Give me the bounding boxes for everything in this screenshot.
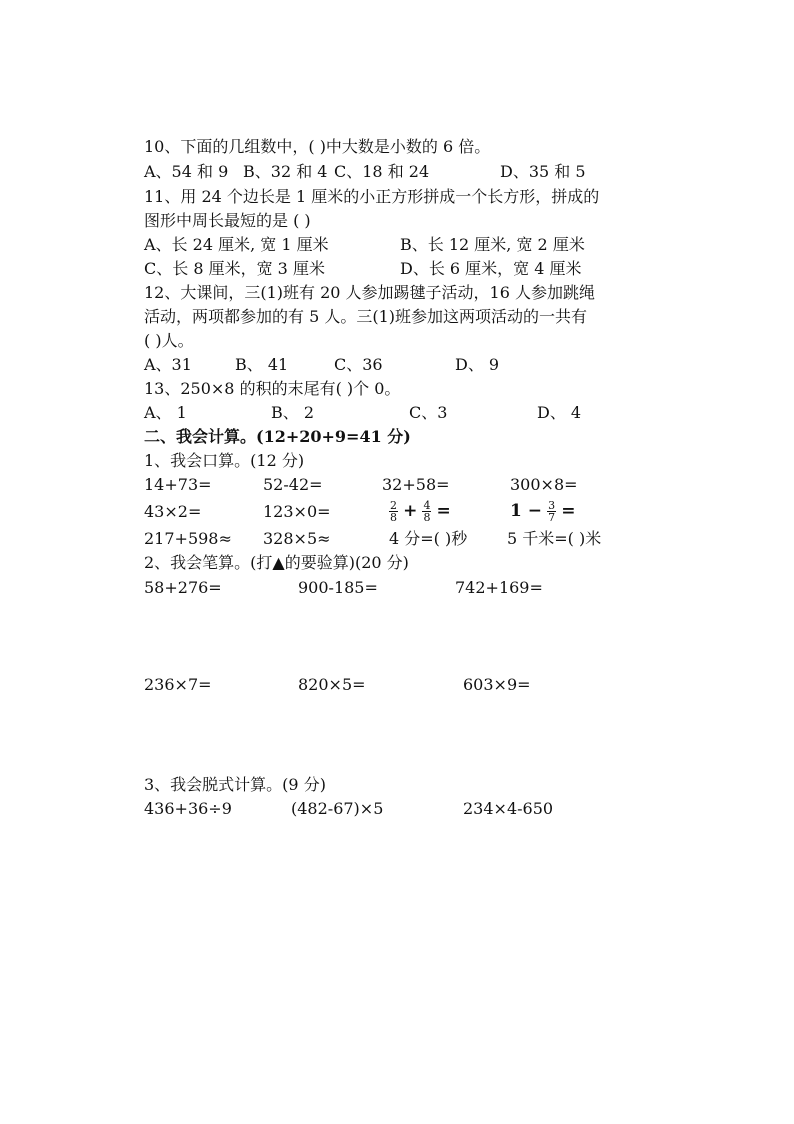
q12-stem-line3: ( )人。 bbox=[144, 331, 194, 350]
oral-calc-item: 5 千米=( )米 bbox=[507, 529, 602, 548]
q11-option-a: A、长 24 厘米, 宽 1 厘米 bbox=[144, 235, 329, 254]
q12-option-b: B、 41 bbox=[235, 355, 289, 374]
q13-option-a: A、 1 bbox=[144, 403, 187, 422]
stepwise-calc-item: 234×4-650 bbox=[463, 799, 554, 818]
oral-calc-item: 328×5≈ bbox=[263, 529, 331, 548]
q11-stem-line2: 图形中周长最短的是 ( ) bbox=[144, 211, 311, 230]
q12-option-c: C、36 bbox=[334, 355, 383, 374]
section2-heading: 二、我会计算。(12+20+9=41 分) bbox=[144, 427, 411, 446]
q13-option-d: D、 4 bbox=[537, 403, 582, 422]
q11-stem-line1: 11、用 24 个边长是 1 厘米的小正方形拼成一个长方形，拼成的 bbox=[144, 187, 600, 206]
q10-option-d: D、35 和 5 bbox=[500, 162, 586, 181]
fraction-subtraction: 1 − $\frac{3}{7}$ = bbox=[510, 499, 576, 524]
written-calc-item: 742+169= bbox=[455, 578, 543, 597]
q12-option-d: D、 9 bbox=[455, 355, 500, 374]
q12-option-a: A、31 bbox=[144, 355, 192, 374]
oral-calc-item: 43×2= bbox=[144, 502, 202, 521]
written-calc-item: 236×7= bbox=[144, 675, 212, 694]
stepwise-calc-item: 436+36÷9 bbox=[144, 799, 232, 818]
oral-calc-item: 14+73= bbox=[144, 475, 212, 494]
oral-calc-item: 300×8= bbox=[510, 475, 578, 494]
oral-calc-item: 217+598≈ bbox=[144, 529, 232, 548]
fraction-addition: $\frac{2}{8}$ + $\frac{4}{8}$ = bbox=[390, 499, 451, 524]
q12-stem-line1: 12、大课间，三(1)班有 20 人参加踢毽子活动，16 人参加跳绳 bbox=[144, 283, 596, 302]
q13-option-b: B、 2 bbox=[271, 403, 315, 422]
oral-calc-item: 52-42= bbox=[263, 475, 323, 494]
q10-option-c: C、18 和 24 bbox=[334, 162, 430, 181]
oral-calc-item: 4 分=( )秒 bbox=[389, 529, 468, 548]
q13-option-c: C、3 bbox=[409, 403, 448, 422]
q11-option-d: D、长 6 厘米，宽 4 厘米 bbox=[400, 259, 582, 278]
part1-title: 1、我会口算。(12 分) bbox=[144, 451, 305, 470]
written-calc-item: 603×9= bbox=[463, 675, 531, 694]
part2-title: 2、我会笔算。(打▲的要验算)(20 分) bbox=[144, 553, 409, 572]
fraction-two-eighths: $\frac{2}{8}$ bbox=[390, 499, 397, 524]
q10-option-b: B、32 和 4 bbox=[243, 162, 328, 181]
q13-stem: 13、250×8 的积的末尾有( )个 0。 bbox=[144, 379, 401, 398]
q10-option-a: A、54 和 9 bbox=[144, 162, 229, 181]
part3-title: 3、我会脱式计算。(9 分) bbox=[144, 775, 326, 794]
written-calc-item: 900-185= bbox=[298, 578, 378, 597]
q11-option-c: C、长 8 厘米，宽 3 厘米 bbox=[144, 259, 325, 278]
stepwise-calc-item: (482-67)×5 bbox=[291, 799, 384, 818]
oral-calc-item: 123×0= bbox=[263, 502, 331, 521]
fraction-four-eighths: $\frac{4}{8}$ bbox=[423, 499, 431, 524]
written-calc-item: 58+276= bbox=[144, 578, 222, 597]
q11-option-b: B、长 12 厘米, 宽 2 厘米 bbox=[400, 235, 585, 254]
oral-calc-item: 32+58= bbox=[382, 475, 450, 494]
fraction-three-sevenths: $\frac{3}{7}$ bbox=[548, 499, 556, 524]
written-calc-item: 820×5= bbox=[298, 675, 366, 694]
q10-stem: 10、下面的几组数中，( )中大数是小数的 6 倍。 bbox=[144, 137, 491, 156]
q12-stem-line2: 活动，两项都参加的有 5 人。三(1)班参加这两项活动的一共有 bbox=[144, 307, 588, 326]
